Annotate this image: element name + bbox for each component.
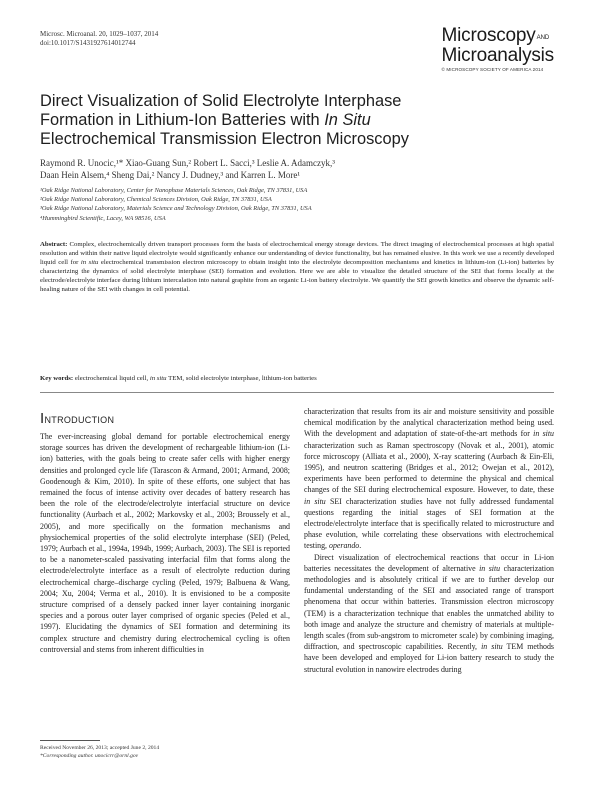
abstract	[40, 240, 554, 294]
affiliations	[40, 186, 560, 223]
right-p2-in-situ-1: in situ	[479, 563, 501, 573]
article-title	[40, 92, 500, 149]
abstract-text-2: electrochemical transmission electron microscopy to obtain insight into the electrolyte decomposition mechanisms and kinetics in lithium-ion (Li-ion) batteries by characterizing the dynamics of solid electrolyte interphase (SEI) formation and evolution. Here we are able to visualize the detailed structure of the SEI that forms locally at the electrode/electrolyte interface during lithium intercalation into natural graphite from an organic Li-ion battery electrolyte. We quantify the SEI growth kinetics and observe the dynamic self-healing nature of the SEI with changes in cell potential.	[40, 259, 554, 294]
right-p1-text-2: characterization such as Raman spectroscopy (Novak et al., 2001), atomic force microscopy (Alliata et al., 2000), X-ray scattering (Aurbach & Ein-Eli, 1995), and neutron scattering (Bridges et al., 2012; Owejan et al., 2012), experiments have been performed to determine the physical and chemical changes of the SEI during electrochemical exposure. However, to date, these	[304, 440, 554, 495]
corresponding-author: *Corresponding author. unocicrr@ornl.gov	[40, 752, 139, 759]
right-paragraph-2	[304, 552, 554, 675]
title-line-3: Electrochemical Transmission Electron Microscopy	[40, 130, 409, 148]
affiliation-4: ⁴Hummingbird Scientific, Lacey, WA 98516, USA	[40, 214, 166, 222]
right-p1-text-3: SEI characterization studies have not fully addressed fundamental questions regarding the initial stages of SEI formation at the electrode/electrolyte interface that is specifically related to microstructure and phase evolution, while correlating these observations with electrochemical testing,	[304, 496, 554, 551]
right-p1-in-situ-2: in situ	[304, 496, 326, 506]
right-p2-text-1: Direct visualization of electrochemical reactions that occur in Li-ion batteries necessitates the development of alternative	[304, 552, 554, 573]
affiliation-2: ²Oak Ridge National Laboratory, Chemical Sciences Division, Oak Ridge, TN 37831, USA	[40, 196, 272, 204]
keywords-text-2: TEM, solid electrolyte interphase, lithium-ion batteries	[166, 375, 317, 382]
right-p1-text-1: characterization that results from its air and moisture sensitivity and possible chemical modification by the analytical characterization method being used. With the development and adaptation of state-of-the-art methods for	[304, 407, 554, 439]
title-line-2	[40, 111, 500, 130]
affiliation-3: ³Oak Ridge National Laboratory, Materials Science and Technology Division, Oak Ridge, TN 37831, USA	[40, 205, 312, 213]
footnote-divider	[40, 740, 100, 741]
footnote	[40, 745, 290, 760]
author-list	[40, 157, 560, 181]
abstract-text-1: Complex, electrochemically driven transport processes form the basis of electrochemical energy storage devices. The direct imaging of electrochemical processes at high spatial resolution and within their native liquid electrolyte would significantly enhance our understanding of device functionality, but has remained elusive. In this work we use a recently developed liquid cell for	[40, 241, 554, 267]
logo-line-1	[442, 27, 555, 47]
section-heading	[40, 410, 114, 427]
left-column	[40, 431, 290, 655]
section-divider	[40, 392, 554, 393]
logo-and: AND	[536, 35, 550, 41]
section-heading-rest: ntroduction	[44, 412, 115, 426]
right-paragraph-1	[304, 406, 554, 552]
society-copyright: © MICROSCOPY SOCIETY OF AMERICA 2014	[441, 67, 544, 72]
right-column	[304, 406, 554, 675]
right-p1-operando: operando	[329, 541, 360, 551]
section-heading-initial: I	[40, 410, 45, 427]
title-line-2-text: Formation in Lithium-Ion Batteries with	[40, 111, 325, 129]
keywords-in-situ: in situ	[149, 375, 167, 382]
received-date: Received November 26, 2013; accepted June 2, 2014	[40, 745, 160, 751]
right-p1-end: .	[359, 541, 362, 551]
logo-microscopy: Microscopy	[441, 25, 536, 46]
title-line-1: Direct Visualization of Solid Electrolyte Interphase	[40, 92, 402, 110]
left-paragraph-1: The ever-increasing global demand for portable electrochemical energy storage sources has driven the development of rechargeable lithium-ion (Li-ion) batteries, with the goals being to create safer cells with higher energy densities and prolonged cycle life (Tarascon & Armand, 2001; Armand, 2008; Goodenough & Kim, 2010). In spite of these efforts, one subject that has remained the focus of intense activity over decades of battery research has been the role of the electrode/electrolyte interfacial structure on device functionality (Aurbach et al., 2002; Markovsky et al., 2003; Broussely et al., 2005), and more specifically on the formation mechanisms and physiochemical properties of the solid electrolyte interphase (SEI) (Peled, 1979; Aurbach et al., 1994a, 1994b, 1999; Aurbach, 2003). The SEI is reported to be a nanometer-scaled passivating interfacial film that forms along the electrode/electrolyte interface as a result of electrolyte reduction during electrochemical charge–discharge cycling (Peled, 1979; Balbuena & Wang, 2004; Xu, 2004; Verma et al., 2010). It is envisioned to be a composite structure comprised of a densely packed inner layer containing inorganic species and a porous outer layer comprised of organic species (Peled et al., 1997). Elucidating the dynamics of SEI formation and determining its complex structure and chemistry during electrochemical cycling is often controversial and stems from inherent difficulties in	[40, 432, 290, 654]
journal-citation	[40, 30, 158, 48]
keywords-label: Key words:	[40, 375, 74, 382]
abstract-in-situ: in situ	[80, 259, 99, 267]
doi-line: doi:10.1017/S1431927614012744	[40, 39, 136, 47]
title-in-situ: In Situ	[324, 111, 371, 129]
authors-line-2: Daan Hein Alsem,⁴ Sheng Dai,² Nancy J. Dudney,³ and Karren L. More¹	[40, 170, 301, 180]
keywords	[40, 374, 554, 383]
journal-logo	[442, 27, 555, 72]
right-p2-text-3: TEM methods have been developed and employed for Li-ion battery research to study the structural evolution in nanowire electrodes during	[304, 642, 554, 674]
right-p2-in-situ-2: in situ	[481, 642, 503, 652]
affiliation-1: ¹Oak Ridge National Laboratory, Center for Nanophase Materials Sciences, Oak Ridge, TN 37831, USA	[40, 187, 308, 194]
right-p1-in-situ-1: in situ	[533, 429, 554, 439]
right-p2-text-2: characterization methodologies and is absolutely critical if we are to further develop our fundamental understanding of the SEI and associated range of transport phenomena that occur within batteries. Transmission electron microscopy (TEM) is a characterization technique that enables the unmatched ability to both image and analyze the structure and chemistry of materials at multiple-length scales (from sub-angstrom to micrometer scale) by combining imaging, diffraction, and spectroscopic capabilities. Recently,	[304, 563, 554, 652]
keywords-text-1: electrochemical liquid cell,	[73, 375, 150, 382]
authors-line-1: Raymond R. Unocic,¹* Xiao-Guang Sun,² Robert L. Sacci,³ Leslie A. Adamczyk,³	[40, 158, 335, 168]
journal-volume-line: Microsc. Microanal. 20, 1029–1037, 2014	[40, 30, 159, 38]
logo-microanalysis: Microanalysis	[441, 45, 554, 66]
abstract-label: Abstract:	[40, 241, 68, 248]
